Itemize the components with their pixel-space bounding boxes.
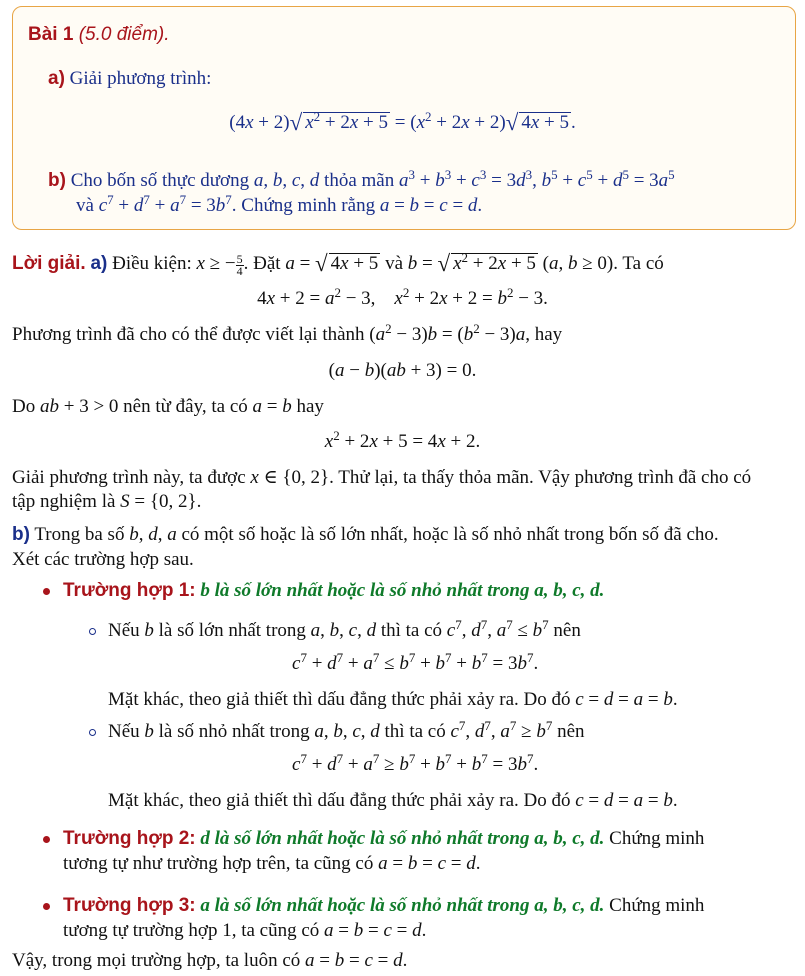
solution-a-text2: . Đặt [243,253,281,274]
part-b-text-and: và [76,195,94,216]
solution-label: Lời giải. [12,253,86,274]
sub2-text4: nên [557,721,585,742]
case3-tail: Chứng minh [609,895,705,916]
part-a-text: Giải phương trình: [69,68,212,89]
case3-label: Trường hợp 3: [63,895,196,916]
case1-label: Trường hợp 1: [63,580,196,601]
problem-title: Bài 1 [28,24,74,45]
solution-b-text3: Xét các trường hợp sau. [12,549,194,570]
main-equation: (4x + 2)√ $x^2 + 2x + 5 = (x^2 + 2x + 2)√$ 4x + 5 . [229,109,576,135]
sub1-text3: thì ta có [380,620,443,641]
sub2-conclusion: Mặt khác, theo giả thiết thì dấu đẳng thức phải xảy ra. Do đó c = d = a = b. [108,790,678,811]
case3-text: tương tự trường hợp 1, ta cũng có [63,920,320,941]
solution-b-label: b) [12,524,30,545]
solve-text3: tập nghiệm là [12,491,116,512]
sub2-text3: thì ta có [384,721,446,742]
sub1-text4: nên [553,620,581,641]
equation-quadratic: $x^2 + 2x + 5 = 4x + 2$. [324,428,481,452]
sub2-text2: là số nhỏ nhất trong [158,721,310,742]
since-text2: nên từ đây, ta có [123,396,248,417]
sub1-conclusion-text: Mặt khác, theo giả thiết thì dấu đẳng thức phải xảy ra. Do đó [108,689,571,710]
sub1-text: Nếu [108,620,140,641]
case2-label: Trường hợp 2: [63,828,196,849]
rewrite-text2: , hay [525,324,563,345]
part-b-label: b) [48,170,66,191]
part-b-line1: b) Cho bốn số thực dương a, b, c, d thỏa mãn $a^3 + b^3 + c^3 = 3d^3$, $b^5 + c^5 + d^5 = 3a^5$ [48,167,675,191]
part-b-solution-line2 [12,547,194,572]
case3-heading [63,893,704,918]
part-b-solution-line1: b) Trong ba số b, d, a có một số hoặc là số lớn nhất, hoặc là số nhỏ nhất trong bốn số đã cho. [12,524,719,545]
part-b-text: Cho bốn số thực dương [70,170,250,191]
case2-bullet [43,836,50,843]
sub1-line: Nếu b là số lớn nhất trong a, b, c, d thì ta có $c^7$, $d^7$, $a^7 \le b^7$ nên [108,617,581,641]
rewrite-line: Phương trình đã cho có thể được viết lại thành $(a^2 - 3)b = (b^2 - 3)a$, hay [12,321,563,345]
solution-b-text: Trong ba số [34,524,125,545]
sub1-conclusion: Mặt khác, theo giả thiết thì dấu đẳng thức phải xảy ra. Do đó c = d = a = b. [108,689,678,710]
since-line: Do ab + 3 > 0 nên từ đây, ta có a = b hay [12,396,324,417]
sub2-conclusion-text: Mặt khác, theo giả thiết thì dấu đẳng thức phải xảy ra. Do đó [108,790,571,811]
case1-bullet [43,588,50,595]
sub1-bullet [89,628,96,635]
solution-a-text: Điều kiện: [112,253,192,274]
final-conclusion: Vậy, trong mọi trường hợp, ta luôn có a = b = c = d. [12,950,408,971]
problem-heading [28,22,170,47]
case3-bullet [43,903,50,910]
problem-points: (5.0 điểm). [78,24,170,45]
solution-b-text2: có một số hoặc là số lớn nhất, hoặc là số nhỏ nhất trong bốn số đã cho. [181,524,719,545]
part-b-text-prove: . Chứng minh rằng [231,195,376,216]
solve-line2: tập nghiệm là S = {0, 2}. [12,491,202,512]
solve-text: Giải phương trình này, ta được [12,467,246,488]
case1-title: b là số lớn nhất hoặc là số nhỏ nhất trong a, b, c, d. [200,580,605,601]
solve-text2: . Thử lại, ta thấy thỏa mãn. Vậy phương trình đã cho có [329,467,752,488]
equation-substitution: $4x + 2 = a^2 - 3$, $x^2 + 2x + 2 = b^2 - 3$. [257,285,548,309]
solution-a-text3: và [385,253,403,274]
case2-line2: tương tự như trường hợp trên, ta cũng có a = b = c = d. [63,853,481,874]
case3-line2: tương tự trường hợp 1, ta cũng có a = b = c = d. [63,920,427,941]
solution-a-text4: . Ta có [613,253,664,274]
rewrite-text: Phương trình đã cho có thể được viết lại thành [12,324,365,345]
sub2-equation: $c^7 + d^7 + a^7 \ge b^7 + b^7 + b^7 = 3b^7$. [292,751,539,775]
sub1-text2: là số lớn nhất trong [158,620,306,641]
case2-title: d là số lớn nhất hoặc là số nhỏ nhất trong a, b, c, d. [200,828,605,849]
solution-a-label: a) [90,253,108,274]
part-a-label: a) [48,68,65,89]
since-text3: hay [296,396,324,417]
solve-line1: Giải phương trình này, ta được x ∈ {0, 2}. Thử lại, ta thấy thỏa mãn. Vậy phương trình đã cho có [12,467,752,488]
case2-heading [63,826,704,851]
sub2-text: Nếu [108,721,140,742]
case3-title: a là số lớn nhất hoặc là số nhỏ nhất trong a, b, c, d. [200,895,605,916]
sub2-bullet [89,729,96,736]
since-text: Do [12,396,36,417]
case2-text: tương tự như trường hợp trên, ta cũng có [63,853,374,874]
part-b-line2: và $c^7 + d^7 + a^7 = 3b^7$. Chứng minh rằng a = b = c = d. [76,192,483,216]
solution-line1: Lời giải. a) Điều kiện: x ≥ − $\frac{5}{4}$ . Đặt a = √ 4x + 5 và b = √ $x^2 + 2x + 5$ (a, b ≥ 0). Ta có [12,250,664,278]
sub1-equation: $c^7 + d^7 + a^7 \le b^7 + b^7 + b^7 = 3b^7$. [292,650,539,674]
part-a-statement [48,66,211,91]
equation-factored: (a − b)(ab + 3) = 0. [328,360,477,381]
part-b-text-mid: thỏa mãn [324,170,395,191]
final-text: Vậy, trong mọi trường hợp, ta luôn có [12,950,301,971]
case1-heading [63,578,604,603]
sub2-line: Nếu b là số nhỏ nhất trong a, b, c, d thì ta có $c^7$, $d^7$, $a^7 \ge b^7$ nên [108,718,585,742]
case2-tail: Chứng minh [609,828,705,849]
